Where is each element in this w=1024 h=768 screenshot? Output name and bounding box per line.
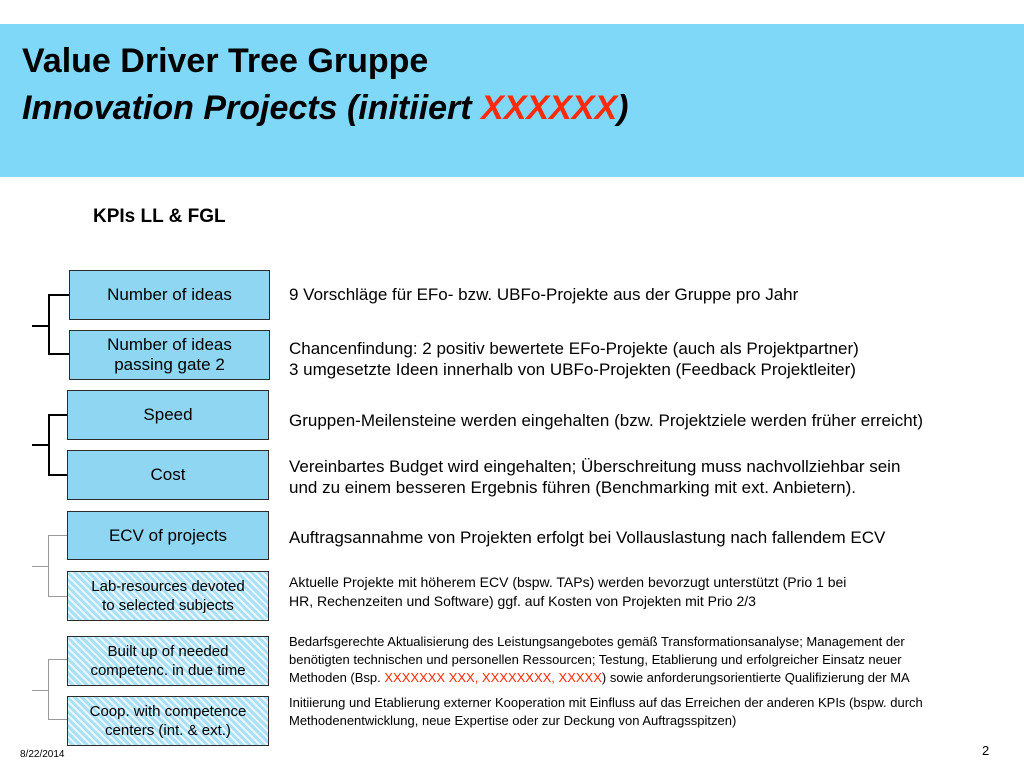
- kpi-box-lab-resources: [67, 571, 269, 621]
- kpi-description: [289, 410, 923, 431]
- slide-subtitle: [22, 89, 628, 128]
- tree-connector: [48, 535, 67, 536]
- kpi-box-competence-buildup: [67, 636, 269, 686]
- description-line: und zu einem besseren Ergebnis führen (Benchmarking mit ext. Anbietern).: [289, 478, 856, 497]
- kpi-box-label: ECV of projects: [108, 525, 228, 545]
- kpi-box-ecv-of-projects: [67, 511, 269, 560]
- kpi-box-speed: [67, 390, 269, 440]
- description-line: HR, Rechenzeiten und Software) ggf. auf Kosten von Projekten mit Prio 2/3: [289, 593, 756, 609]
- page-number: 2: [982, 743, 990, 758]
- description-text: ) sowie anforderungsorientierte Qualifizierung der MA: [601, 670, 910, 685]
- kpi-box-label: Speed: [143, 405, 193, 424]
- subtitle-suffix: ): [617, 89, 629, 127]
- tree-connector: [48, 414, 50, 475]
- kpi-box-cooperation: [67, 696, 269, 746]
- kpi-box-label-line1: Lab-resources devoted: [91, 578, 245, 595]
- description-line: benötigten technischen und personellen Ressourcen; Testung, Etablierung und erfolgreicher Einsatz neuer: [289, 652, 902, 667]
- footer-date: 8/22/2014: [20, 749, 65, 760]
- kpi-description: [289, 694, 923, 730]
- kpi-description: [289, 633, 910, 687]
- kpi-box-label-line1: Number of ideas: [107, 335, 232, 354]
- description-line: Initiierung und Etablierung externer Kooperation mit Einfluss auf das Erreichen der anderen KPIs (bspw. durch: [289, 695, 923, 710]
- kpi-description: [289, 284, 798, 305]
- tree-connector: [48, 596, 68, 597]
- description-line: Auftragsannahme von Projekten erfolgt bei Vollauslastung nach fallendem ECV: [289, 528, 886, 547]
- slide-title: Value Driver Tree Gruppe: [22, 42, 429, 80]
- kpi-box-label-line2: centers (int. & ext.): [105, 722, 231, 739]
- description-text: Methoden (Bsp.: [289, 670, 385, 685]
- tree-connector: [32, 690, 49, 691]
- description-line: Chancenfindung: 2 positiv bewertete EFo-Projekte (auch als Projektpartner): [289, 339, 859, 358]
- kpi-box-number-of-ideas: [69, 270, 270, 320]
- tree-connector: [48, 474, 67, 476]
- tree-connector: [48, 535, 49, 597]
- kpi-description: [289, 573, 846, 611]
- tree-connector: [48, 659, 67, 660]
- kpi-box-label-line2: passing gate 2: [114, 355, 225, 374]
- description-line: Gruppen-Meilensteine werden eingehalten (bzw. Projektziele werden früher erreicht): [289, 411, 924, 430]
- tree-connector: [32, 444, 49, 446]
- tree-connector: [48, 719, 67, 720]
- description-line: Vereinbartes Budget wird eingehalten; Überschreitung muss nachvollziehbar sein: [289, 457, 901, 476]
- kpi-description: [289, 456, 900, 498]
- kpi-box-cost: [67, 450, 269, 500]
- description-highlight: XXXXXXX XXX, XXXXXXXX, XXXXX: [384, 670, 602, 685]
- kpi-box-label-line1: Built up of needed: [107, 643, 229, 660]
- kpi-description: [289, 527, 885, 548]
- description-line: 9 Vorschläge für EFo- bzw. UBFo-Projekte aus der Gruppe pro Jahr: [289, 285, 799, 304]
- subtitle-prefix: Innovation Projects (initiiert: [22, 89, 482, 127]
- kpi-description: [289, 338, 859, 380]
- description-line: Methodenentwicklung, neue Expertise oder zur Deckung von Auftragsspitzen): [289, 713, 737, 728]
- tree-connector: [48, 659, 49, 720]
- kpi-box-label: Number of ideas: [107, 285, 232, 304]
- kpi-heading: KPIs LL & FGL: [93, 206, 226, 227]
- tree-connector: [48, 353, 69, 355]
- subtitle-highlight: XXXXXX: [481, 89, 618, 127]
- tree-connector: [48, 294, 50, 354]
- description-line: 3 umgesetzte Ideen innerhalb von UBFo-Projekten (Feedback Projektleiter): [289, 360, 856, 379]
- description-line: [289, 669, 910, 687]
- kpi-box-label-line2: competenc. in due time: [90, 662, 246, 679]
- tree-connector: [32, 325, 49, 327]
- kpi-box-label-line2: to selected subjects: [102, 597, 234, 614]
- description-line: Aktuelle Projekte mit höherem ECV (bspw. TAPs) werden bevorzugt unterstützt (Prio 1 bei: [289, 574, 847, 590]
- kpi-box-label: Cost: [150, 465, 186, 484]
- tree-connector: [48, 294, 69, 296]
- tree-connector: [32, 566, 49, 567]
- kpi-box-label-line1: Coop. with competence: [89, 703, 247, 720]
- description-line: Bedarfsgerechte Aktualisierung des Leistungsangebotes gemäß Transformationsanalyse; Management der: [289, 634, 905, 649]
- tree-connector: [48, 414, 67, 416]
- kpi-box-ideas-passing-gate-2: [69, 330, 270, 380]
